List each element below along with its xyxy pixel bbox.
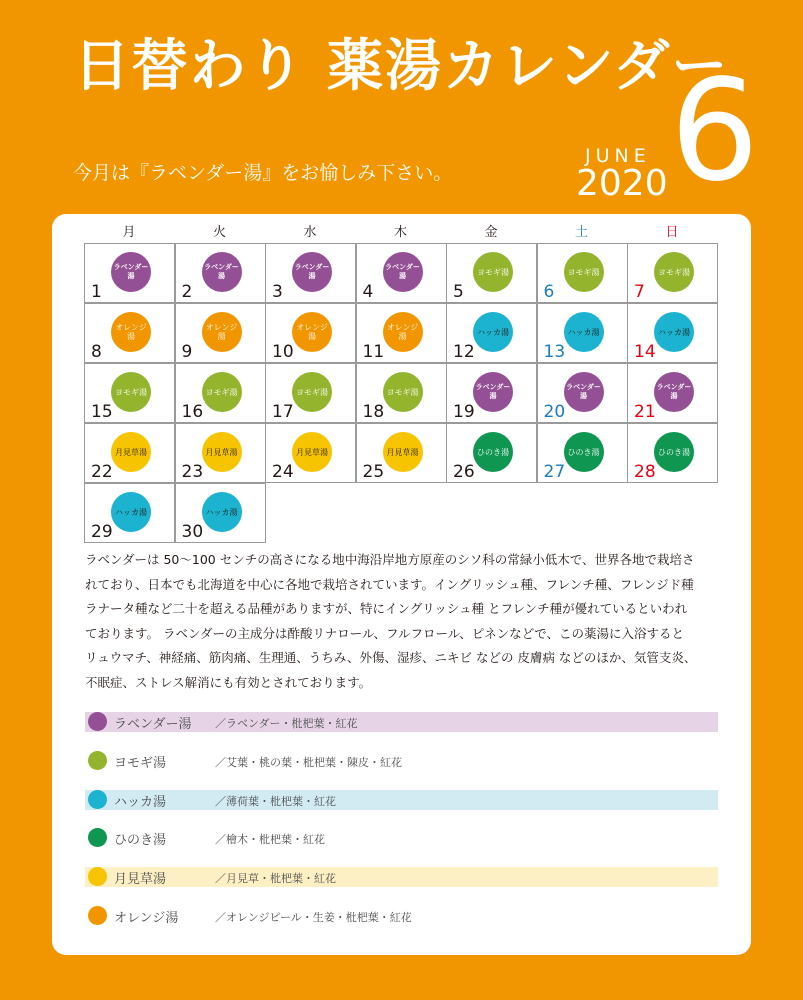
legend-item: [85, 828, 718, 850]
calendar-day-cell: [265, 303, 356, 363]
month-english: JUNE: [585, 145, 651, 167]
legend-item: [85, 712, 718, 734]
bath-badge: ラベンダー湯: [111, 252, 151, 292]
calendar-day-cell: [84, 243, 175, 303]
bath-badge: 月見草湯: [292, 432, 332, 472]
day-number: 11: [362, 342, 385, 362]
calendar-day-cell: [627, 363, 718, 423]
legend-dot-icon: [88, 906, 107, 925]
weekday-header: [84, 221, 718, 243]
day-number: 15: [91, 402, 113, 422]
calendar-day-cell: [175, 243, 266, 303]
calendar-day-cell: [175, 363, 266, 423]
bath-badge: ヨモギ湯: [654, 252, 694, 292]
bath-badge: ラベンダー湯: [292, 252, 332, 292]
bath-badge: ヨモギ湯: [473, 252, 513, 292]
day-number: 22: [91, 462, 113, 482]
day-number: 16: [181, 402, 204, 422]
legend-herbs: ／檜木・枇杷葉・紅花: [215, 833, 325, 847]
bath-badge: ヨモギ湯: [202, 372, 242, 412]
legend-dot-icon: [88, 828, 107, 847]
calendar-day-cell: [446, 243, 537, 303]
calendar-day-cell: [84, 483, 175, 543]
bath-badge: 月見草湯: [202, 432, 242, 472]
legend-name: ラベンダー湯: [114, 717, 192, 732]
bath-badge: オレンジ 湯: [383, 312, 423, 352]
calendar-day-cell: [175, 423, 266, 483]
legend-band: [85, 790, 718, 810]
weekday-label: 土: [574, 225, 588, 240]
calendar-day-cell: [537, 423, 628, 483]
day-number: 24: [272, 462, 294, 482]
calendar-day-cell: [265, 243, 356, 303]
bath-badge: オレンジ 湯: [292, 312, 332, 352]
day-number: 25: [362, 462, 385, 482]
legend-herbs: ／ラベンダー・枇杷葉・紅花: [215, 717, 358, 730]
calendar-day-cell: [84, 303, 175, 363]
bath-badge: オレンジ 湯: [111, 312, 151, 352]
weekday-label: 火: [212, 225, 226, 240]
legend-item: [85, 906, 718, 928]
description-line: リュウマチ、神経痛、筋肉痛、生理通、うちみ、外傷、湿疹、ニキビ などの 皮膚病 などのほか、気管支炎、: [85, 650, 697, 665]
weekday-label: 日: [665, 225, 679, 240]
calendar-day-cell: [175, 483, 266, 543]
day-number: 17: [272, 402, 294, 422]
calendar-day-cell: [537, 363, 628, 423]
description-line: 不眠症、ストレス解消にも有効とされております。: [85, 674, 372, 690]
bath-badge: ラベンダー湯: [654, 372, 694, 412]
bath-badge: ハッカ湯: [473, 312, 513, 352]
legend-herbs: ／艾葉・桃の葉・枇杷葉・陳皮・紅花: [215, 755, 402, 769]
day-number: 20: [543, 402, 566, 422]
calendar-day-cell: [537, 303, 628, 363]
day-number: 13: [543, 342, 566, 362]
calendar-day-cell: [446, 423, 537, 483]
calendar-day-cell: [84, 363, 175, 423]
legend-name: 月見草湯: [114, 872, 167, 888]
day-number: 4: [362, 282, 374, 302]
bath-badge: ヨモギ湯: [383, 372, 423, 412]
year: 2020: [576, 163, 668, 204]
description-line: ております。 ラベンダーの主成分は酢酸リナロール、フルフロール、ピネンなどで、この薬湯に入浴すると: [85, 625, 684, 641]
calendar-day-cell: [356, 423, 447, 483]
calendar-day-cell: [265, 423, 356, 483]
description-line: ラベンダーは 50〜100 センチの高さになる地中海沿岸地方原産のシソ科の常緑小低木で、世界各地で栽培さ: [85, 552, 695, 567]
day-number: 26: [453, 462, 475, 482]
day-number: 27: [543, 462, 566, 482]
calendar-day-cell: [446, 363, 537, 423]
day-number: 12: [453, 342, 475, 362]
calendar-day-cell: [537, 243, 628, 303]
calendar-grid: [84, 243, 718, 542]
subtitle: 今月は『ラベンダー湯』をお愉しみ下さい。: [73, 162, 453, 184]
calendar-day-cell: [356, 303, 447, 363]
legend-dot-icon: [88, 790, 107, 809]
description-line: ラナータ種など二十を超える品種がありますが、特にイングリッシュ種 とフレンチ種が優れているといわれ: [85, 601, 688, 616]
month-number: 6: [670, 50, 760, 213]
weekday-label: 金: [484, 225, 498, 240]
day-number: 1: [91, 282, 102, 302]
bath-badge: オレンジ 湯: [202, 312, 242, 352]
calendar-day-cell: [627, 423, 718, 483]
description-line: れており、日本でも北海道を中心に各地で栽培されています。イングリッシュ種、フレンチ種、フレンジド種: [85, 576, 694, 592]
day-number: 5: [453, 282, 464, 302]
bath-badge: 月見草湯: [383, 432, 423, 472]
bath-badge: ハッカ湯: [564, 312, 604, 352]
day-number: 9: [181, 342, 193, 362]
calendar-day-cell: [627, 303, 718, 363]
bath-badge: ハッカ湯: [654, 312, 694, 352]
legend-dot-icon: [88, 712, 107, 731]
weekday-label: 水: [303, 225, 317, 240]
weekday-label: 月: [122, 225, 136, 240]
day-number: 7: [634, 282, 645, 302]
calendar-day-cell: [356, 363, 447, 423]
legend-name: ヨモギ湯: [114, 755, 167, 771]
day-number: 3: [272, 282, 283, 302]
calendar-day-cell: [84, 423, 175, 483]
bath-badge: ラベンダー湯: [383, 252, 423, 292]
calendar-day-cell: [627, 243, 718, 303]
bath-badge: ラベンダー湯: [473, 372, 513, 412]
legend-herbs: ／薄荷葉・枇杷葉・紅花: [215, 794, 336, 808]
legend-herbs: ／オレンジピール・生姜・枇杷葉・紅花: [215, 911, 412, 924]
legend-band: [85, 867, 718, 887]
page-title: 日替わり 薬湯カレンダー: [73, 34, 730, 99]
bath-badge: ラベンダー湯: [202, 252, 242, 292]
bath-badge: ヨモギ湯: [292, 372, 332, 412]
description: [85, 548, 725, 695]
calendar-day-cell: [175, 303, 266, 363]
calendar-day-cell: [265, 363, 356, 423]
legend-item: [85, 867, 718, 889]
calendar-day-cell: [446, 303, 537, 363]
day-number: 10: [272, 342, 294, 362]
bath-badge: ひのき湯: [473, 432, 513, 472]
legend-item: [85, 790, 718, 812]
day-number: 2: [181, 282, 193, 302]
day-number: 18: [362, 402, 385, 422]
legend-dot-icon: [88, 751, 107, 770]
day-number: 23: [181, 462, 204, 482]
day-number: 6: [543, 282, 555, 302]
day-number: 8: [91, 342, 102, 362]
legend-name: ハッカ湯: [114, 794, 167, 810]
bath-badge: ヨモギ湯: [111, 372, 151, 412]
bath-badge: ハッカ湯: [111, 492, 151, 532]
legend-item: [85, 751, 718, 773]
bath-badge: ラベンダー湯: [564, 372, 604, 412]
calendar-day-cell: [356, 243, 447, 303]
bath-badge: ひのき湯: [564, 432, 604, 472]
day-number: 14: [634, 342, 656, 362]
day-number: 29: [91, 522, 113, 542]
bath-badge: ひのき湯: [654, 432, 694, 472]
legend-name: ひのき湯: [114, 833, 167, 849]
bath-badge: 月見草湯: [111, 432, 151, 472]
day-number: 30: [181, 522, 204, 542]
day-number: 28: [634, 462, 656, 482]
legend-herbs: ／月見草・枇杷葉・紅花: [215, 872, 336, 886]
weekday-label: 木: [393, 225, 407, 240]
bath-badge: ヨモギ湯: [564, 252, 604, 292]
day-number: 19: [453, 402, 475, 422]
day-number: 21: [634, 402, 656, 422]
bath-badge: ハッカ湯: [202, 492, 242, 532]
legend-name: オレンジ湯: [114, 911, 179, 926]
